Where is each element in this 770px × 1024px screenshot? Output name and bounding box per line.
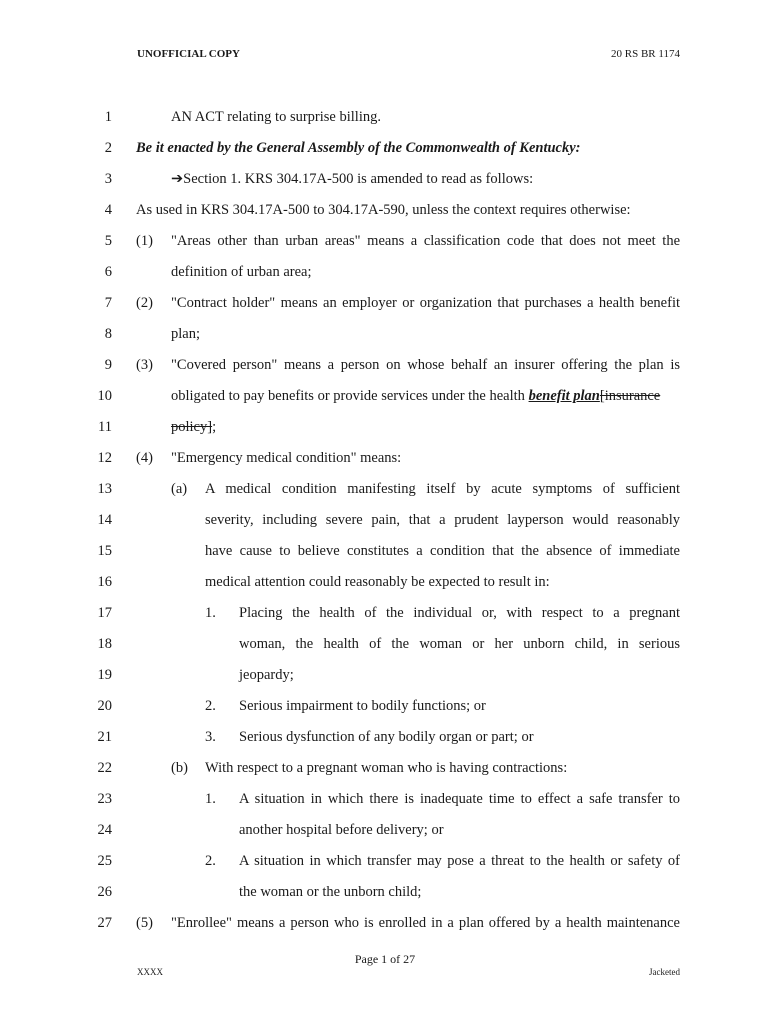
line-text: medical attention could reasonably be expected to result in: — [205, 574, 550, 590]
line-number: 17 — [97, 605, 112, 621]
line-21 — [0, 727, 770, 747]
line-number: 26 — [97, 884, 112, 900]
line-23 — [0, 789, 770, 809]
line-12 — [0, 448, 770, 468]
footer-status: Jacketed — [649, 967, 680, 977]
line-text: plan; — [171, 326, 200, 342]
subparagraph-label: 1. — [205, 605, 216, 621]
page-number: Page 1 of 27 — [354, 952, 416, 966]
deleted-text: [insurance — [599, 388, 661, 404]
line-number: 18 — [97, 636, 112, 652]
line-number: 11 — [98, 419, 112, 435]
line-number: 23 — [97, 791, 112, 807]
line-text: Section 1. KRS 304.17A-500 is amended to read as follows: — [183, 171, 534, 187]
section-heading — [171, 169, 533, 189]
line-text: A medical condition manifesting itself by acute symptoms of sufficient — [205, 481, 680, 497]
line-text: As used in KRS 304.17A-500 to 304.17A-590, unless the context requires otherwise: — [136, 202, 631, 218]
line-number: 3 — [104, 171, 112, 187]
line-17 — [0, 603, 770, 623]
line-text: definition of urban area; — [171, 264, 312, 280]
line-text: Placing the health of the individual or, with respect to a pregnant — [239, 605, 680, 621]
line-16 — [0, 572, 770, 592]
subsection-label: (3) — [136, 357, 153, 373]
line-number: 6 — [104, 264, 112, 280]
line-number: 20 — [97, 698, 112, 714]
inserted-text: benefit plan — [528, 388, 600, 404]
line-number: 2 — [104, 140, 112, 156]
subsection-label: (5) — [136, 915, 153, 931]
text-after-amendment: ; — [212, 419, 217, 435]
line-9 — [0, 355, 770, 375]
line-text: Serious dysfunction of any bodily organ or part; or — [239, 729, 534, 745]
line-text — [171, 417, 216, 437]
line-number: 9 — [104, 357, 112, 373]
line-number: 7 — [104, 295, 112, 311]
line-8 — [0, 324, 770, 344]
deleted-text: policy] — [171, 419, 213, 435]
line-19 — [0, 665, 770, 685]
line-text: "Contract holder" means an employer or organization that purchases a health benefit — [171, 295, 680, 311]
line-14 — [0, 510, 770, 530]
line-22 — [0, 758, 770, 778]
subparagraph-label: 2. — [205, 698, 216, 714]
line-number: 13 — [97, 481, 112, 497]
line-text: "Enrollee" means a person who is enrolled in a plan offered by a health maintenance — [171, 915, 680, 931]
line-number: 12 — [97, 450, 112, 466]
line-7 — [0, 293, 770, 313]
line-text: With respect to a pregnant woman who is having contractions: — [205, 760, 568, 776]
subparagraph-label: 1. — [205, 791, 216, 807]
line-15 — [0, 541, 770, 561]
line-number: 19 — [97, 667, 112, 683]
line-number: 27 — [97, 915, 112, 931]
line-6 — [0, 262, 770, 282]
subparagraph-label: 3. — [205, 729, 216, 745]
line-24 — [0, 820, 770, 840]
line-1 — [0, 107, 770, 127]
line-text: the woman or the unborn child; — [239, 884, 422, 900]
paragraph-label: (a) — [171, 481, 188, 497]
line-number: 21 — [97, 729, 112, 745]
paragraph-label: (b) — [171, 760, 188, 776]
line-11 — [0, 417, 770, 437]
line-2 — [0, 138, 770, 158]
header-bill-number: 20 RS BR 1174 — [611, 48, 680, 60]
line-number: 15 — [97, 543, 112, 559]
line-number: 4 — [104, 202, 112, 218]
line-4 — [0, 200, 770, 220]
line-text: woman, the health of the woman or her unborn child, in serious — [239, 636, 680, 652]
line-20 — [0, 696, 770, 716]
line-number: 10 — [97, 388, 112, 404]
line-text: have cause to believe constitutes a condition that the absence of immediate — [205, 543, 680, 559]
line-number: 8 — [104, 326, 112, 342]
line-number: 16 — [97, 574, 112, 590]
text-before-amendment: obligated to pay benefits or provide services under the health — [171, 388, 529, 404]
line-number: 22 — [97, 760, 112, 776]
line-text: A situation in which there is inadequate time to effect a safe transfer to — [239, 791, 680, 807]
line-number: 1 — [104, 109, 112, 125]
subsection-label: (4) — [136, 450, 153, 466]
arrow-right-icon: ➔ — [171, 171, 184, 187]
subsection-label: (1) — [136, 233, 153, 249]
line-text: "Covered person" means a person on whose behalf an insurer offering the plan is — [171, 357, 680, 373]
line-5 — [0, 231, 770, 251]
subsection-label: (2) — [136, 295, 153, 311]
line-number: 5 — [104, 233, 112, 249]
line-27 — [0, 913, 770, 933]
header-unofficial-copy: UNOFFICIAL COPY — [137, 48, 240, 60]
line-text: severity, including severe pain, that a prudent layperson would reasonably — [205, 512, 680, 528]
line-text: another hospital before delivery; or — [239, 822, 444, 838]
line-number: 24 — [97, 822, 112, 838]
line-13 — [0, 479, 770, 499]
line-text — [171, 386, 660, 406]
line-3 — [0, 169, 770, 189]
line-text: jeopardy; — [239, 667, 294, 683]
line-text: A situation in which transfer may pose a threat to the health or safety of — [239, 853, 680, 869]
subparagraph-label: 2. — [205, 853, 216, 869]
line-text: "Areas other than urban areas" means a classification code that does not meet the — [171, 233, 680, 249]
line-25 — [0, 851, 770, 871]
footer-code: XXXX — [137, 967, 163, 977]
line-text: AN ACT relating to surprise billing. — [171, 109, 381, 125]
line-26 — [0, 882, 770, 902]
line-text: Serious impairment to bodily functions; or — [239, 698, 486, 714]
line-text: "Emergency medical condition" means: — [171, 450, 402, 466]
enacting-clause: Be it enacted by the General Assembly of the Commonwealth of Kentucky: — [136, 140, 581, 156]
line-number: 14 — [97, 512, 112, 528]
line-10 — [0, 386, 770, 406]
line-18 — [0, 634, 770, 654]
line-number: 25 — [97, 853, 112, 869]
